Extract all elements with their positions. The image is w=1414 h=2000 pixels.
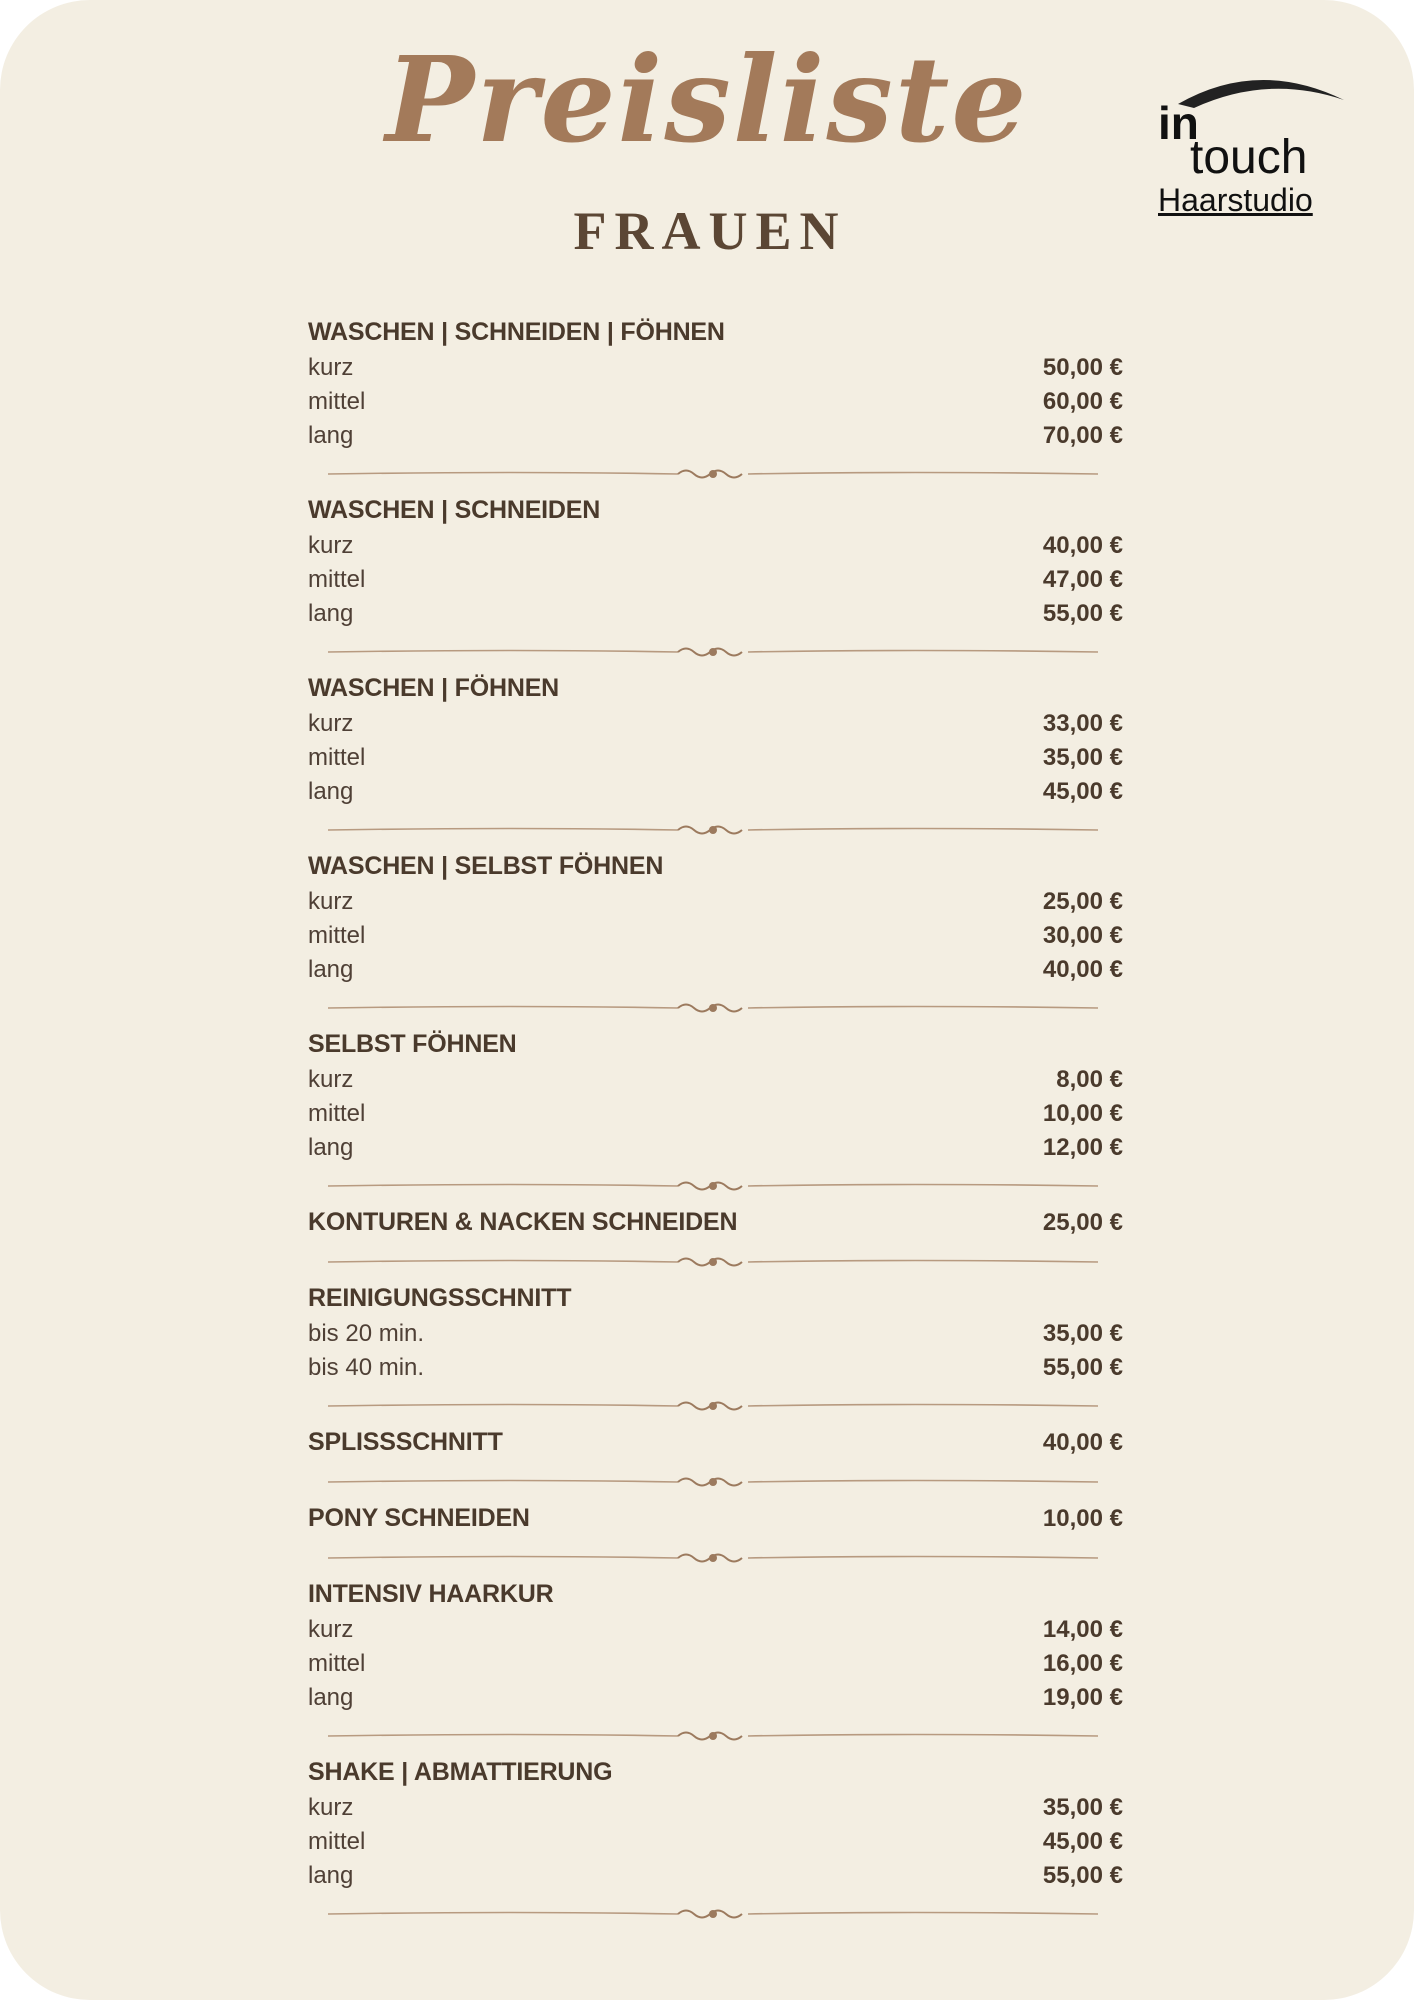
row-price: 47,00 € — [1042, 566, 1123, 593]
section-divider — [308, 990, 1123, 1030]
ornament-divider-icon — [328, 820, 1098, 840]
row-price: 12,00 € — [1042, 1134, 1123, 1161]
row-label: lang — [308, 956, 354, 983]
logo-text-haarstudio: Haarstudio — [1158, 182, 1313, 218]
row-label: mittel — [308, 1828, 366, 1855]
row-price: 55,00 € — [1042, 600, 1123, 627]
row-label: mittel — [308, 1100, 366, 1127]
row-price: 8,00 € — [1056, 1066, 1123, 1093]
ornament-divider-icon — [328, 1548, 1098, 1568]
studio-logo — [1138, 52, 1348, 218]
section-divider — [308, 1896, 1123, 1936]
price-row — [308, 1650, 1123, 1684]
price-section — [308, 1758, 1123, 1936]
section-header — [308, 852, 1123, 888]
section-header — [308, 496, 1123, 532]
row-label: mittel — [308, 388, 366, 415]
section-title: INTENSIV HAARKUR — [308, 1580, 554, 1608]
price-row — [308, 1684, 1123, 1718]
row-label: bis 20 min. — [308, 1320, 425, 1347]
row-label: lang — [308, 422, 354, 449]
price-section — [308, 496, 1123, 674]
row-price: 45,00 € — [1042, 778, 1123, 805]
price-row — [308, 888, 1123, 922]
price-row — [308, 1320, 1123, 1354]
logo-text-touch: touch — [1190, 131, 1308, 184]
section-divider — [308, 456, 1123, 496]
price-row — [308, 922, 1123, 956]
page-subtitle: FRAUEN — [573, 201, 847, 261]
section-title: REINIGUNGSSCHNITT — [308, 1284, 572, 1312]
price-row — [308, 1100, 1123, 1134]
ornament-divider-icon — [328, 1726, 1098, 1746]
section-price: 25,00 € — [1042, 1209, 1123, 1236]
row-price: 25,00 € — [1042, 888, 1123, 915]
price-row — [308, 1616, 1123, 1650]
price-row — [308, 566, 1123, 600]
row-price: 70,00 € — [1042, 422, 1123, 449]
section-title: SHAKE | ABMATTIERUNG — [308, 1758, 613, 1786]
row-label: lang — [308, 1134, 354, 1161]
price-row — [308, 600, 1123, 634]
section-divider — [308, 1388, 1123, 1428]
price-row — [308, 1066, 1123, 1100]
row-label: kurz — [308, 1066, 354, 1093]
row-label: mittel — [308, 566, 366, 593]
price-section — [308, 1284, 1123, 1428]
price-row — [308, 778, 1123, 812]
price-row — [308, 956, 1123, 990]
section-title: PONY SCHNEIDEN — [308, 1504, 530, 1532]
row-label: lang — [308, 778, 354, 805]
row-price: 50,00 € — [1042, 354, 1123, 381]
section-divider — [308, 1540, 1123, 1580]
section-divider — [308, 812, 1123, 852]
row-price: 45,00 € — [1042, 1828, 1123, 1855]
ornament-divider-icon — [328, 1396, 1098, 1416]
ornament-divider-icon — [328, 1252, 1098, 1272]
price-row — [308, 1862, 1123, 1896]
ornament-divider-icon — [328, 464, 1098, 484]
price-section — [308, 852, 1123, 1030]
row-price: 35,00 € — [1042, 744, 1123, 771]
ornament-divider-icon — [328, 1472, 1098, 1492]
section-header — [308, 1758, 1123, 1794]
price-list — [308, 318, 1123, 1936]
ornament-divider-icon — [328, 1176, 1098, 1196]
section-header — [308, 674, 1123, 710]
ornament-divider-icon — [328, 998, 1098, 1018]
row-label: kurz — [308, 1616, 354, 1643]
row-label: lang — [308, 1684, 354, 1711]
section-title: SPLISSSCHNITT — [308, 1428, 503, 1456]
row-label: mittel — [308, 922, 366, 949]
row-price: 30,00 € — [1042, 922, 1123, 949]
row-label: mittel — [308, 1650, 366, 1677]
section-divider — [308, 634, 1123, 674]
price-row — [308, 1794, 1123, 1828]
price-section — [308, 1030, 1123, 1208]
row-label: kurz — [308, 532, 354, 559]
section-header — [308, 1208, 1123, 1244]
section-price: 10,00 € — [1042, 1505, 1123, 1532]
price-section — [308, 1504, 1123, 1580]
section-header — [308, 1030, 1123, 1066]
row-price: 35,00 € — [1042, 1794, 1123, 1821]
section-header — [308, 1428, 1123, 1464]
row-label: mittel — [308, 744, 366, 771]
section-header — [308, 1284, 1123, 1320]
price-section — [308, 1208, 1123, 1284]
row-price: 19,00 € — [1042, 1684, 1123, 1711]
section-title: SELBST FÖHNEN — [308, 1030, 517, 1058]
row-price: 10,00 € — [1042, 1100, 1123, 1127]
section-divider — [308, 1464, 1123, 1504]
row-label: kurz — [308, 354, 354, 381]
section-title: KONTUREN & NACKEN SCHNEIDEN — [308, 1208, 738, 1236]
price-section — [308, 674, 1123, 852]
price-row — [308, 710, 1123, 744]
ornament-divider-icon — [328, 1904, 1098, 1924]
row-price: 16,00 € — [1042, 1650, 1123, 1677]
section-price: 40,00 € — [1042, 1429, 1123, 1456]
price-section — [308, 1428, 1123, 1504]
row-label: kurz — [308, 710, 354, 737]
section-title: WASCHEN | SCHNEIDEN | FÖHNEN — [308, 318, 725, 346]
row-price: 60,00 € — [1042, 388, 1123, 415]
section-divider — [308, 1168, 1123, 1208]
page-title: Preisliste — [385, 30, 1029, 169]
row-label: lang — [308, 600, 354, 627]
section-divider — [308, 1244, 1123, 1284]
row-label: kurz — [308, 888, 354, 915]
price-row — [308, 422, 1123, 456]
section-divider — [308, 1718, 1123, 1758]
row-price: 35,00 € — [1042, 1320, 1123, 1347]
price-row — [308, 1134, 1123, 1168]
row-price: 14,00 € — [1042, 1616, 1123, 1643]
section-title: WASCHEN | SCHNEIDEN — [308, 496, 601, 524]
price-row — [308, 1828, 1123, 1862]
row-price: 55,00 € — [1042, 1862, 1123, 1889]
section-title: WASCHEN | SELBST FÖHNEN — [308, 852, 664, 880]
section-title: WASCHEN | FÖHNEN — [308, 674, 560, 702]
price-section — [308, 318, 1123, 496]
row-price: 33,00 € — [1042, 710, 1123, 737]
row-price: 40,00 € — [1042, 532, 1123, 559]
section-header — [308, 318, 1123, 354]
row-price: 55,00 € — [1042, 1354, 1123, 1381]
row-price: 40,00 € — [1042, 956, 1123, 983]
price-section — [308, 1580, 1123, 1758]
row-label: bis 40 min. — [308, 1354, 425, 1381]
price-row — [308, 388, 1123, 422]
section-header — [308, 1580, 1123, 1616]
price-row — [308, 1354, 1123, 1388]
price-row — [308, 744, 1123, 778]
price-row — [308, 354, 1123, 388]
logo-text-in: in — [1158, 97, 1199, 149]
row-label: kurz — [308, 1794, 354, 1821]
price-row — [308, 532, 1123, 566]
section-header — [308, 1504, 1123, 1540]
row-label: lang — [308, 1862, 354, 1889]
ornament-divider-icon — [328, 642, 1098, 662]
